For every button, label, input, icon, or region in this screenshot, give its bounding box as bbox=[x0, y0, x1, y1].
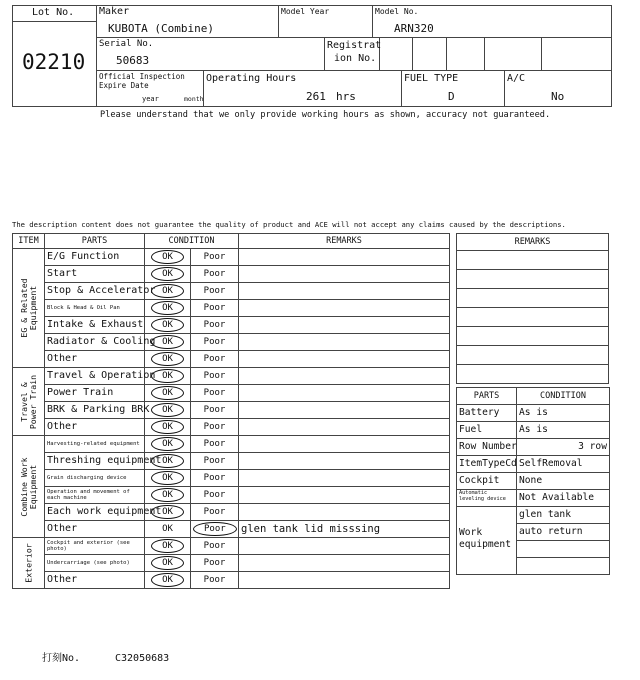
table-row bbox=[13, 487, 450, 504]
ok-option[interactable] bbox=[145, 470, 191, 487]
ok-option[interactable] bbox=[145, 317, 191, 334]
poor-option[interactable] bbox=[191, 300, 239, 317]
maker-label: Maker bbox=[99, 6, 130, 17]
poor-option[interactable] bbox=[191, 572, 239, 589]
remark-cell bbox=[239, 419, 450, 436]
remark-cell bbox=[239, 572, 450, 589]
item-group bbox=[13, 436, 45, 538]
poor-option[interactable] bbox=[191, 385, 239, 402]
poor-label: Poor bbox=[203, 422, 226, 432]
parts-name: Battery bbox=[457, 405, 517, 422]
parts-value: As is bbox=[517, 422, 610, 439]
item-header: ITEM bbox=[13, 234, 45, 249]
side-remarks-header: REMARKS bbox=[457, 234, 609, 251]
table-row bbox=[13, 436, 450, 453]
model-year-label: Model Year bbox=[281, 7, 330, 16]
part-name: Other bbox=[45, 419, 145, 436]
ok-option[interactable] bbox=[145, 300, 191, 317]
part-name: Grain discharging device bbox=[45, 470, 145, 487]
poor-label: Poor bbox=[203, 473, 226, 483]
poor-label: Poor bbox=[203, 405, 226, 415]
ok-option[interactable] bbox=[145, 283, 191, 300]
ac-label: A/C bbox=[507, 73, 526, 84]
ok-option[interactable] bbox=[145, 249, 191, 266]
part-name: Undercarriage (see photo) bbox=[45, 555, 145, 572]
poor-label: Poor bbox=[203, 269, 226, 279]
poor-option[interactable] bbox=[191, 487, 239, 504]
poor-label: Poor bbox=[203, 541, 226, 551]
poor-label: Poor bbox=[203, 337, 226, 347]
table-row bbox=[13, 368, 450, 385]
part-name: Other bbox=[45, 351, 145, 368]
part-name: BRK & Parking BRK bbox=[45, 402, 145, 419]
poor-option[interactable] bbox=[191, 521, 239, 538]
work-equipment-value: auto return bbox=[517, 524, 610, 541]
parts-name: Cockpit bbox=[457, 473, 517, 490]
item-group-label: Travel & Power Train bbox=[18, 374, 38, 429]
item-group bbox=[13, 538, 45, 589]
table-header-row bbox=[13, 234, 450, 249]
poor-option[interactable] bbox=[191, 283, 239, 300]
work-equipment-value bbox=[517, 541, 610, 558]
year-label: year bbox=[142, 95, 159, 103]
parts-name: ItemTypeCd bbox=[457, 456, 517, 473]
remark-cell bbox=[239, 334, 450, 351]
condition-header: CONDITION bbox=[145, 234, 239, 249]
maker-value: KUBOTA (Combine) bbox=[108, 22, 214, 35]
ok-option[interactable] bbox=[145, 334, 191, 351]
item-group-label: Exterior bbox=[23, 543, 33, 583]
item-group-label: EG & Related Equipment bbox=[18, 278, 38, 338]
part-name: Start bbox=[45, 266, 145, 283]
auto-level-value: Not Available bbox=[517, 490, 610, 507]
registration-label-2: ion No. bbox=[334, 53, 377, 64]
table-row bbox=[13, 555, 450, 572]
poor-option[interactable] bbox=[191, 555, 239, 572]
ok-label: OK bbox=[151, 420, 184, 434]
poor-label: Poor bbox=[203, 320, 226, 330]
inspection-label-2: Expire Date bbox=[99, 81, 149, 90]
poor-option[interactable] bbox=[191, 436, 239, 453]
auto-level-row bbox=[457, 490, 610, 507]
remark-cell bbox=[239, 249, 450, 266]
description-notice: The description content does not guarantee the quality of product and ACE will not accept any claims caused by the descriptions. bbox=[12, 220, 566, 229]
ok-label: OK bbox=[151, 352, 184, 366]
parts-name: Row Number bbox=[457, 439, 517, 456]
fuel-label: FUEL TYPE bbox=[404, 73, 459, 84]
part-name: E/G Function bbox=[45, 249, 145, 266]
table-row bbox=[13, 283, 450, 300]
ok-option[interactable] bbox=[145, 436, 191, 453]
ok-option[interactable] bbox=[145, 521, 191, 538]
table-row bbox=[13, 504, 450, 521]
ok-option[interactable] bbox=[145, 538, 191, 555]
model-no-label: Model No. bbox=[375, 7, 419, 16]
parts-value: As is bbox=[517, 405, 610, 422]
remark-cell bbox=[239, 402, 450, 419]
parts-value: SelfRemoval bbox=[517, 456, 610, 473]
ok-option[interactable] bbox=[145, 504, 191, 521]
ok-option[interactable] bbox=[145, 368, 191, 385]
table-row bbox=[13, 538, 450, 555]
poor-option[interactable] bbox=[191, 266, 239, 283]
part-name: Cockpit and exterior (see photo) bbox=[45, 538, 145, 555]
ok-label: OK bbox=[151, 505, 184, 519]
ok-option[interactable] bbox=[145, 555, 191, 572]
poor-label: Poor bbox=[203, 507, 226, 517]
fuel-value: D bbox=[448, 90, 455, 103]
poor-option[interactable] bbox=[191, 317, 239, 334]
ok-label: OK bbox=[151, 301, 184, 315]
poor-option[interactable] bbox=[191, 538, 239, 555]
table-row bbox=[13, 351, 450, 368]
poor-label: Poor bbox=[203, 371, 226, 381]
parts-row bbox=[457, 456, 610, 473]
lot-number: 02210 bbox=[22, 50, 86, 74]
item-group-label: Combine Work Equipment bbox=[18, 456, 38, 517]
ok-option[interactable] bbox=[145, 572, 191, 589]
part-name: Operation and movement of each machine bbox=[45, 487, 145, 504]
part-name: Other bbox=[45, 521, 145, 538]
ok-option[interactable] bbox=[145, 266, 191, 283]
part-name: Stop & Accelerator bbox=[45, 283, 145, 300]
poor-label: Poor bbox=[203, 388, 226, 398]
table-row bbox=[13, 402, 450, 419]
ok-label: OK bbox=[151, 369, 184, 383]
hours-value: 261 bbox=[306, 90, 326, 103]
serial-value: 50683 bbox=[116, 54, 150, 67]
table-row bbox=[13, 300, 450, 317]
poor-label: Poor bbox=[193, 522, 237, 536]
parts-row bbox=[457, 405, 610, 422]
poor-label: Poor bbox=[203, 456, 226, 466]
table-row bbox=[13, 266, 450, 283]
part-name: Radiator & Cooling bbox=[45, 334, 145, 351]
ok-option[interactable] bbox=[145, 487, 191, 504]
month-label: month bbox=[184, 95, 204, 103]
remark-cell bbox=[239, 368, 450, 385]
poor-option[interactable] bbox=[191, 470, 239, 487]
poor-option[interactable] bbox=[191, 351, 239, 368]
part-name: Intake & Exhaust bbox=[45, 317, 145, 334]
model-no-value: ARN320 bbox=[394, 22, 434, 35]
remark-cell bbox=[239, 283, 450, 300]
table-row bbox=[13, 249, 450, 266]
table-row bbox=[13, 385, 450, 402]
ok-label: OK bbox=[151, 335, 184, 349]
ok-label: OK bbox=[151, 267, 184, 281]
poor-label: Poor bbox=[203, 303, 226, 313]
remark-cell bbox=[239, 453, 450, 470]
remark-cell bbox=[239, 300, 450, 317]
part-name: Travel & Operation bbox=[45, 368, 145, 385]
ok-label: OK bbox=[151, 250, 184, 264]
part-name: Power Train bbox=[45, 385, 145, 402]
part-name: Each work equipment bbox=[45, 504, 145, 521]
remark-cell bbox=[239, 266, 450, 283]
remark-cell bbox=[239, 317, 450, 334]
remark-cell: glen tank lid misssing bbox=[239, 521, 450, 538]
stamp-label: 打刻No. bbox=[42, 653, 81, 664]
ok-label: OK bbox=[151, 403, 184, 417]
vehicle-header bbox=[12, 5, 612, 107]
work-equipment-value: glen tank bbox=[517, 507, 610, 524]
poor-option[interactable] bbox=[191, 504, 239, 521]
remark-cell bbox=[239, 504, 450, 521]
condition-table bbox=[12, 233, 450, 589]
poor-label: Poor bbox=[203, 575, 226, 585]
ok-option[interactable] bbox=[145, 385, 191, 402]
parts-header-row bbox=[457, 388, 610, 405]
ok-label: OK bbox=[151, 488, 184, 502]
part-name: Harvesting-related equipment bbox=[45, 436, 145, 453]
ok-label: OK bbox=[151, 454, 184, 468]
parts-table bbox=[456, 387, 610, 575]
parts-header: PARTS bbox=[45, 234, 145, 249]
condition-col-header: CONDITION bbox=[517, 388, 610, 405]
ok-label: OK bbox=[151, 539, 184, 553]
poor-label: Poor bbox=[203, 252, 226, 262]
table-row bbox=[13, 470, 450, 487]
table-row bbox=[13, 521, 450, 538]
remarks-header: REMARKS bbox=[239, 234, 450, 249]
poor-label: Poor bbox=[203, 286, 226, 296]
remark-cell bbox=[239, 436, 450, 453]
parts-value: None bbox=[517, 473, 610, 490]
work-equipment-value bbox=[517, 558, 610, 575]
table-row bbox=[13, 572, 450, 589]
part-name: Other bbox=[45, 572, 145, 589]
parts-row bbox=[457, 473, 610, 490]
poor-option[interactable] bbox=[191, 402, 239, 419]
parts-name: Fuel bbox=[457, 422, 517, 439]
item-group bbox=[13, 368, 45, 436]
poor-label: Poor bbox=[203, 558, 226, 568]
ok-label: OK bbox=[151, 437, 184, 451]
parts-value: 3 row bbox=[517, 439, 610, 456]
poor-option[interactable] bbox=[191, 334, 239, 351]
inspection-label-1: Official Inspection bbox=[99, 72, 185, 81]
poor-option[interactable] bbox=[191, 419, 239, 436]
ok-option[interactable] bbox=[145, 402, 191, 419]
ok-label: OK bbox=[151, 284, 184, 298]
poor-option[interactable] bbox=[191, 368, 239, 385]
poor-label: Poor bbox=[203, 354, 226, 364]
remark-cell bbox=[239, 470, 450, 487]
part-name: Block & Head & Oil Pan bbox=[45, 300, 145, 317]
auto-level-label: Automatic leveling device bbox=[457, 490, 517, 507]
table-row bbox=[13, 453, 450, 470]
side-remarks-table bbox=[456, 233, 609, 384]
hours-unit: hrs bbox=[336, 90, 356, 103]
table-row bbox=[13, 317, 450, 334]
work-equipment-label: Work equipment bbox=[457, 507, 517, 575]
ok-label: OK bbox=[151, 386, 184, 400]
parts-row bbox=[457, 439, 610, 456]
remark-cell bbox=[239, 385, 450, 402]
ok-label: OK bbox=[162, 524, 173, 534]
table-row bbox=[13, 419, 450, 436]
poor-label: Poor bbox=[203, 439, 226, 449]
ok-label: OK bbox=[151, 318, 184, 332]
poor-option[interactable] bbox=[191, 453, 239, 470]
remark-cell bbox=[239, 351, 450, 368]
poor-option[interactable] bbox=[191, 249, 239, 266]
registration-label-1: Registrat bbox=[327, 40, 382, 51]
ok-option[interactable] bbox=[145, 351, 191, 368]
table-row bbox=[13, 334, 450, 351]
parts-row bbox=[457, 422, 610, 439]
parts-col-header: PARTS bbox=[457, 388, 517, 405]
work-equipment-row bbox=[457, 507, 610, 524]
ok-label: OK bbox=[151, 573, 184, 587]
serial-label: Serial No. bbox=[99, 39, 154, 49]
remark-cell bbox=[239, 487, 450, 504]
ok-option[interactable] bbox=[145, 419, 191, 436]
lot-label: Lot No. bbox=[32, 7, 75, 18]
hours-label: Operating Hours bbox=[206, 73, 297, 84]
remark-cell bbox=[239, 538, 450, 555]
item-group bbox=[13, 249, 45, 368]
ok-option[interactable] bbox=[145, 453, 191, 470]
stamp-value: C32050683 bbox=[115, 653, 170, 664]
ok-label: OK bbox=[151, 556, 184, 570]
remark-cell bbox=[239, 555, 450, 572]
ok-label: OK bbox=[151, 471, 184, 485]
part-name: Threshing equipment bbox=[45, 453, 145, 470]
hours-notice: Please understand that we only provide working hours as shown, accuracy not guaranteed. bbox=[100, 110, 551, 120]
ac-value: No bbox=[551, 90, 565, 103]
poor-label: Poor bbox=[203, 490, 226, 500]
